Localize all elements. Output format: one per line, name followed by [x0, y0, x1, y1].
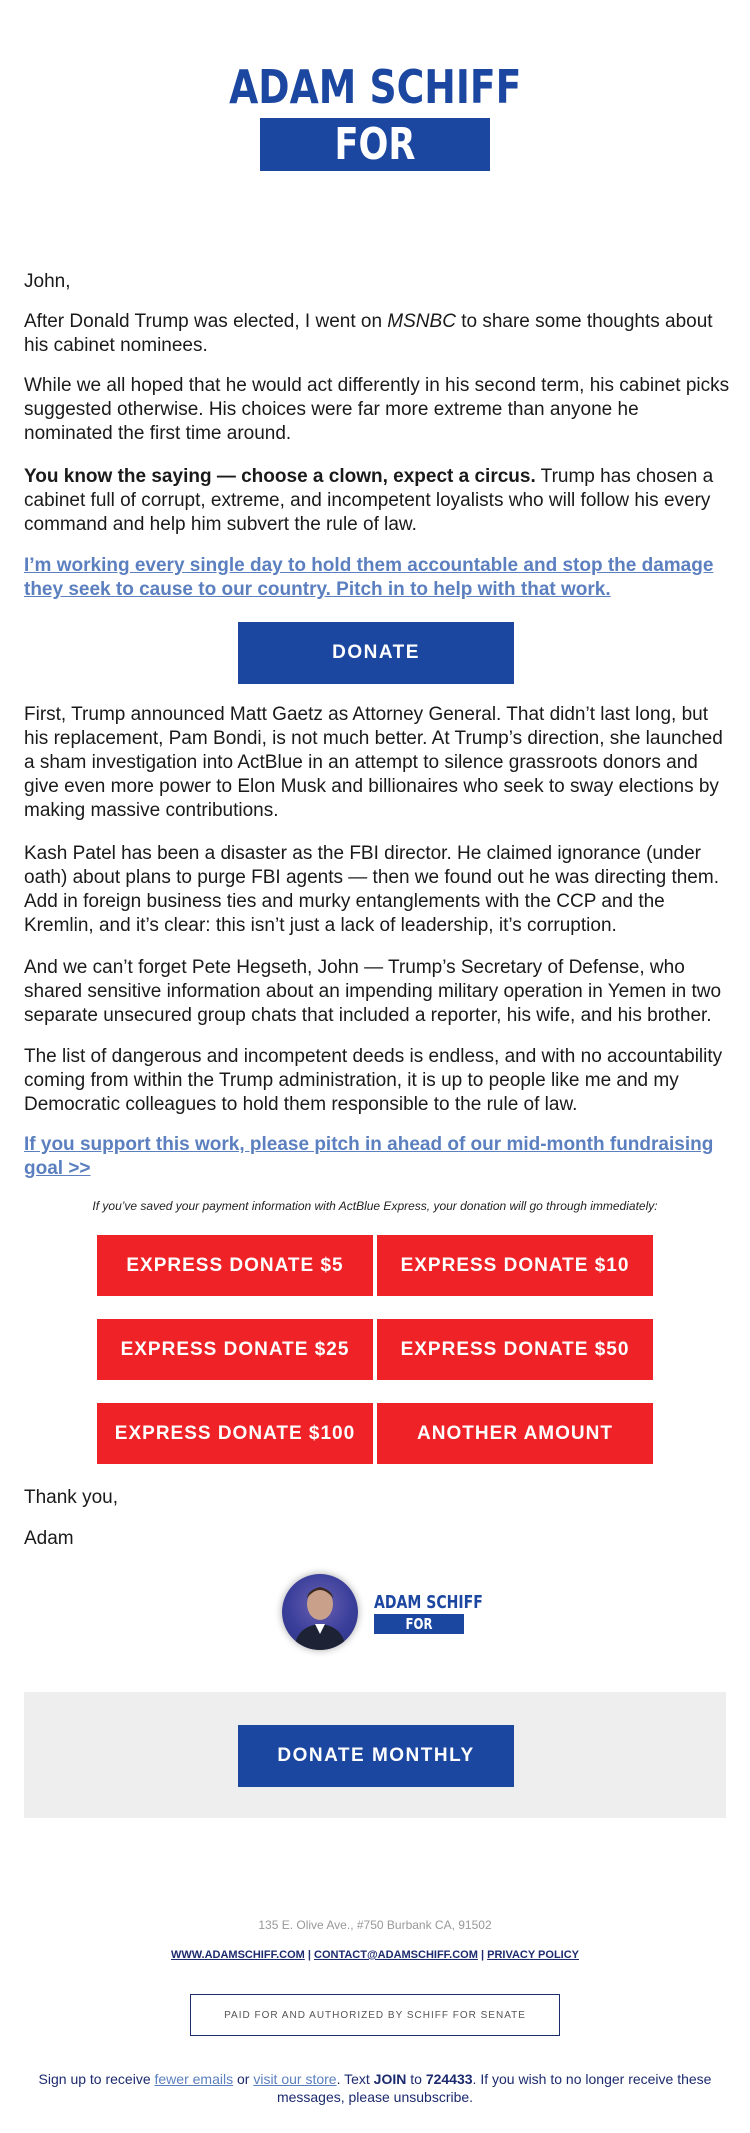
fundraising-link[interactable]: If you support this work, please pitch in ahead of our mid-month fundraising goal >> [24, 1134, 714, 1179]
logo-tagline-box [260, 118, 490, 223]
express-donate-5-button[interactable]: EXPRESS DONATE $5 [97, 1235, 373, 1296]
signature-name: ADAM SCHIFF [374, 1592, 483, 1613]
paid-for-disclaimer: PAID FOR AND AUTHORIZED BY SCHIFF FOR SENATE [190, 1994, 560, 2036]
accountability-link[interactable]: I’m working every single day to hold them accountable and stop the damage they seek to cause to our country. Pitch in to help with that work. [24, 555, 714, 600]
paragraph-7: The list of dangerous and incompetent deeds is endless, and with no accountability coming from within the Trump administration, it is up to people like me and my Democratic colleagues to hold them responsible to the rule of law. [24, 1046, 723, 1115]
another-amount-button[interactable]: ANOTHER AMOUNT [377, 1403, 653, 1464]
signup-text-a: Sign up to receive [38, 2071, 155, 2087]
p1-text-b: to share some thoughts about his cabinet nominees. [24, 311, 713, 356]
paragraph-3 [24, 465, 730, 537]
shortcode: 724433 [425, 2071, 473, 2087]
paragraph-2: While we all hoped that he would act differently in his second term, his cabinet picks suggested otherwise. His choices were far more extreme than anyone he nominated the first time around. [24, 375, 730, 444]
separator: | [477, 1949, 488, 1961]
accountability-link-paragraph [24, 554, 730, 602]
signup-footer [30, 2070, 720, 2106]
signup-text-e: . If you wish to no longer receive these messages, please unsubscribe. [276, 2071, 712, 2105]
p3-rest: Trump has chosen a cabinet full of corrupt, extreme, and incompetent loyalists who will follow his every command and help him subvert the rule of law. [24, 466, 714, 535]
express-donate-25-button[interactable]: EXPRESS DONATE $25 [97, 1319, 373, 1380]
p3-bold: You know the saying — choose a clown, expect a circus. [24, 466, 536, 487]
express-donate-50-button[interactable]: EXPRESS DONATE $50 [377, 1319, 653, 1380]
paragraph-5: Kash Patel has been a disaster as the FBI director. He claimed ignorance (under oath) about plans to purge FBI agents — then we found out he was directing them. Add in foreign business ties and murky entanglements with the CCP and the Kremlin, and it’s clear: this isn’t just a lack of leadership, it’s corruption. [24, 843, 719, 936]
express-note: If you’ve saved your payment information with ActBlue Express, your donation will go through immediately: [92, 1199, 658, 1213]
signup-text-c: . Text [336, 2071, 374, 2087]
website-link[interactable]: WWW.ADAMSCHIFF.COM [170, 1949, 305, 1961]
portrait-icon [282, 1574, 358, 1650]
join-keyword: JOIN [373, 2071, 407, 2087]
separator: | [304, 1949, 314, 1961]
mailing-address: 135 E. Olive Ave., #750 Burbank CA, 91502 [258, 1918, 492, 1932]
visit-store-link[interactable]: visit our store [253, 2071, 337, 2087]
paragraph-1 [24, 310, 730, 358]
fundraising-link-paragraph [24, 1133, 730, 1181]
express-donate-100-button[interactable]: EXPRESS DONATE $100 [97, 1403, 373, 1464]
signature-tag-text: FOR SENATE [393, 1615, 445, 1653]
logo-tagline: FOR SENATE [299, 119, 451, 223]
donate-button[interactable]: DONATE [238, 622, 514, 684]
p1-text-a: After Donald Trump was elected, I went on [24, 311, 388, 332]
signoff-text: Adam [24, 1528, 74, 1549]
logo-name: ADAM SCHIFF [228, 60, 522, 114]
msnbc-text: MSNBC [387, 311, 456, 332]
contact-link[interactable]: CONTACT@ADAMSCHIFF.COM [314, 1949, 478, 1961]
signature-block [282, 1574, 482, 1654]
signup-text-d: to [406, 2071, 426, 2087]
greeting: John, [24, 271, 71, 292]
campaign-logo [0, 60, 750, 223]
thanks-text: Thank you, [24, 1487, 118, 1508]
signup-text-b: or [233, 2071, 254, 2087]
footer-links [0, 1949, 750, 1961]
privacy-policy-link[interactable]: PRIVACY POLICY [487, 1949, 579, 1961]
paragraph-4: First, Trump announced Matt Gaetz as Attorney General. That didn’t last long, but his replacement, Pam Bondi, is not much better. At Trump’s direction, she launched a sham investigation into ActBlue in an attempt to silence grassroots donors and give even more power to Elon Musk and billionaires who seek to sway elections by making massive contributions. [24, 704, 723, 821]
signature-tag [374, 1614, 464, 1653]
avatar [282, 1574, 358, 1650]
fewer-emails-link[interactable]: fewer emails [154, 2071, 234, 2087]
paragraph-6: And we can’t forget Pete Hegseth, John — Trump’s Secretary of Defense, who shared sensitive information about an impending military operation in Yemen in two separate unsecured group chats that included a reporter, his wife, and his brother. [24, 957, 722, 1026]
express-donate-10-button[interactable]: EXPRESS DONATE $10 [377, 1235, 653, 1296]
donate-monthly-button[interactable]: DONATE MONTHLY [238, 1725, 514, 1787]
